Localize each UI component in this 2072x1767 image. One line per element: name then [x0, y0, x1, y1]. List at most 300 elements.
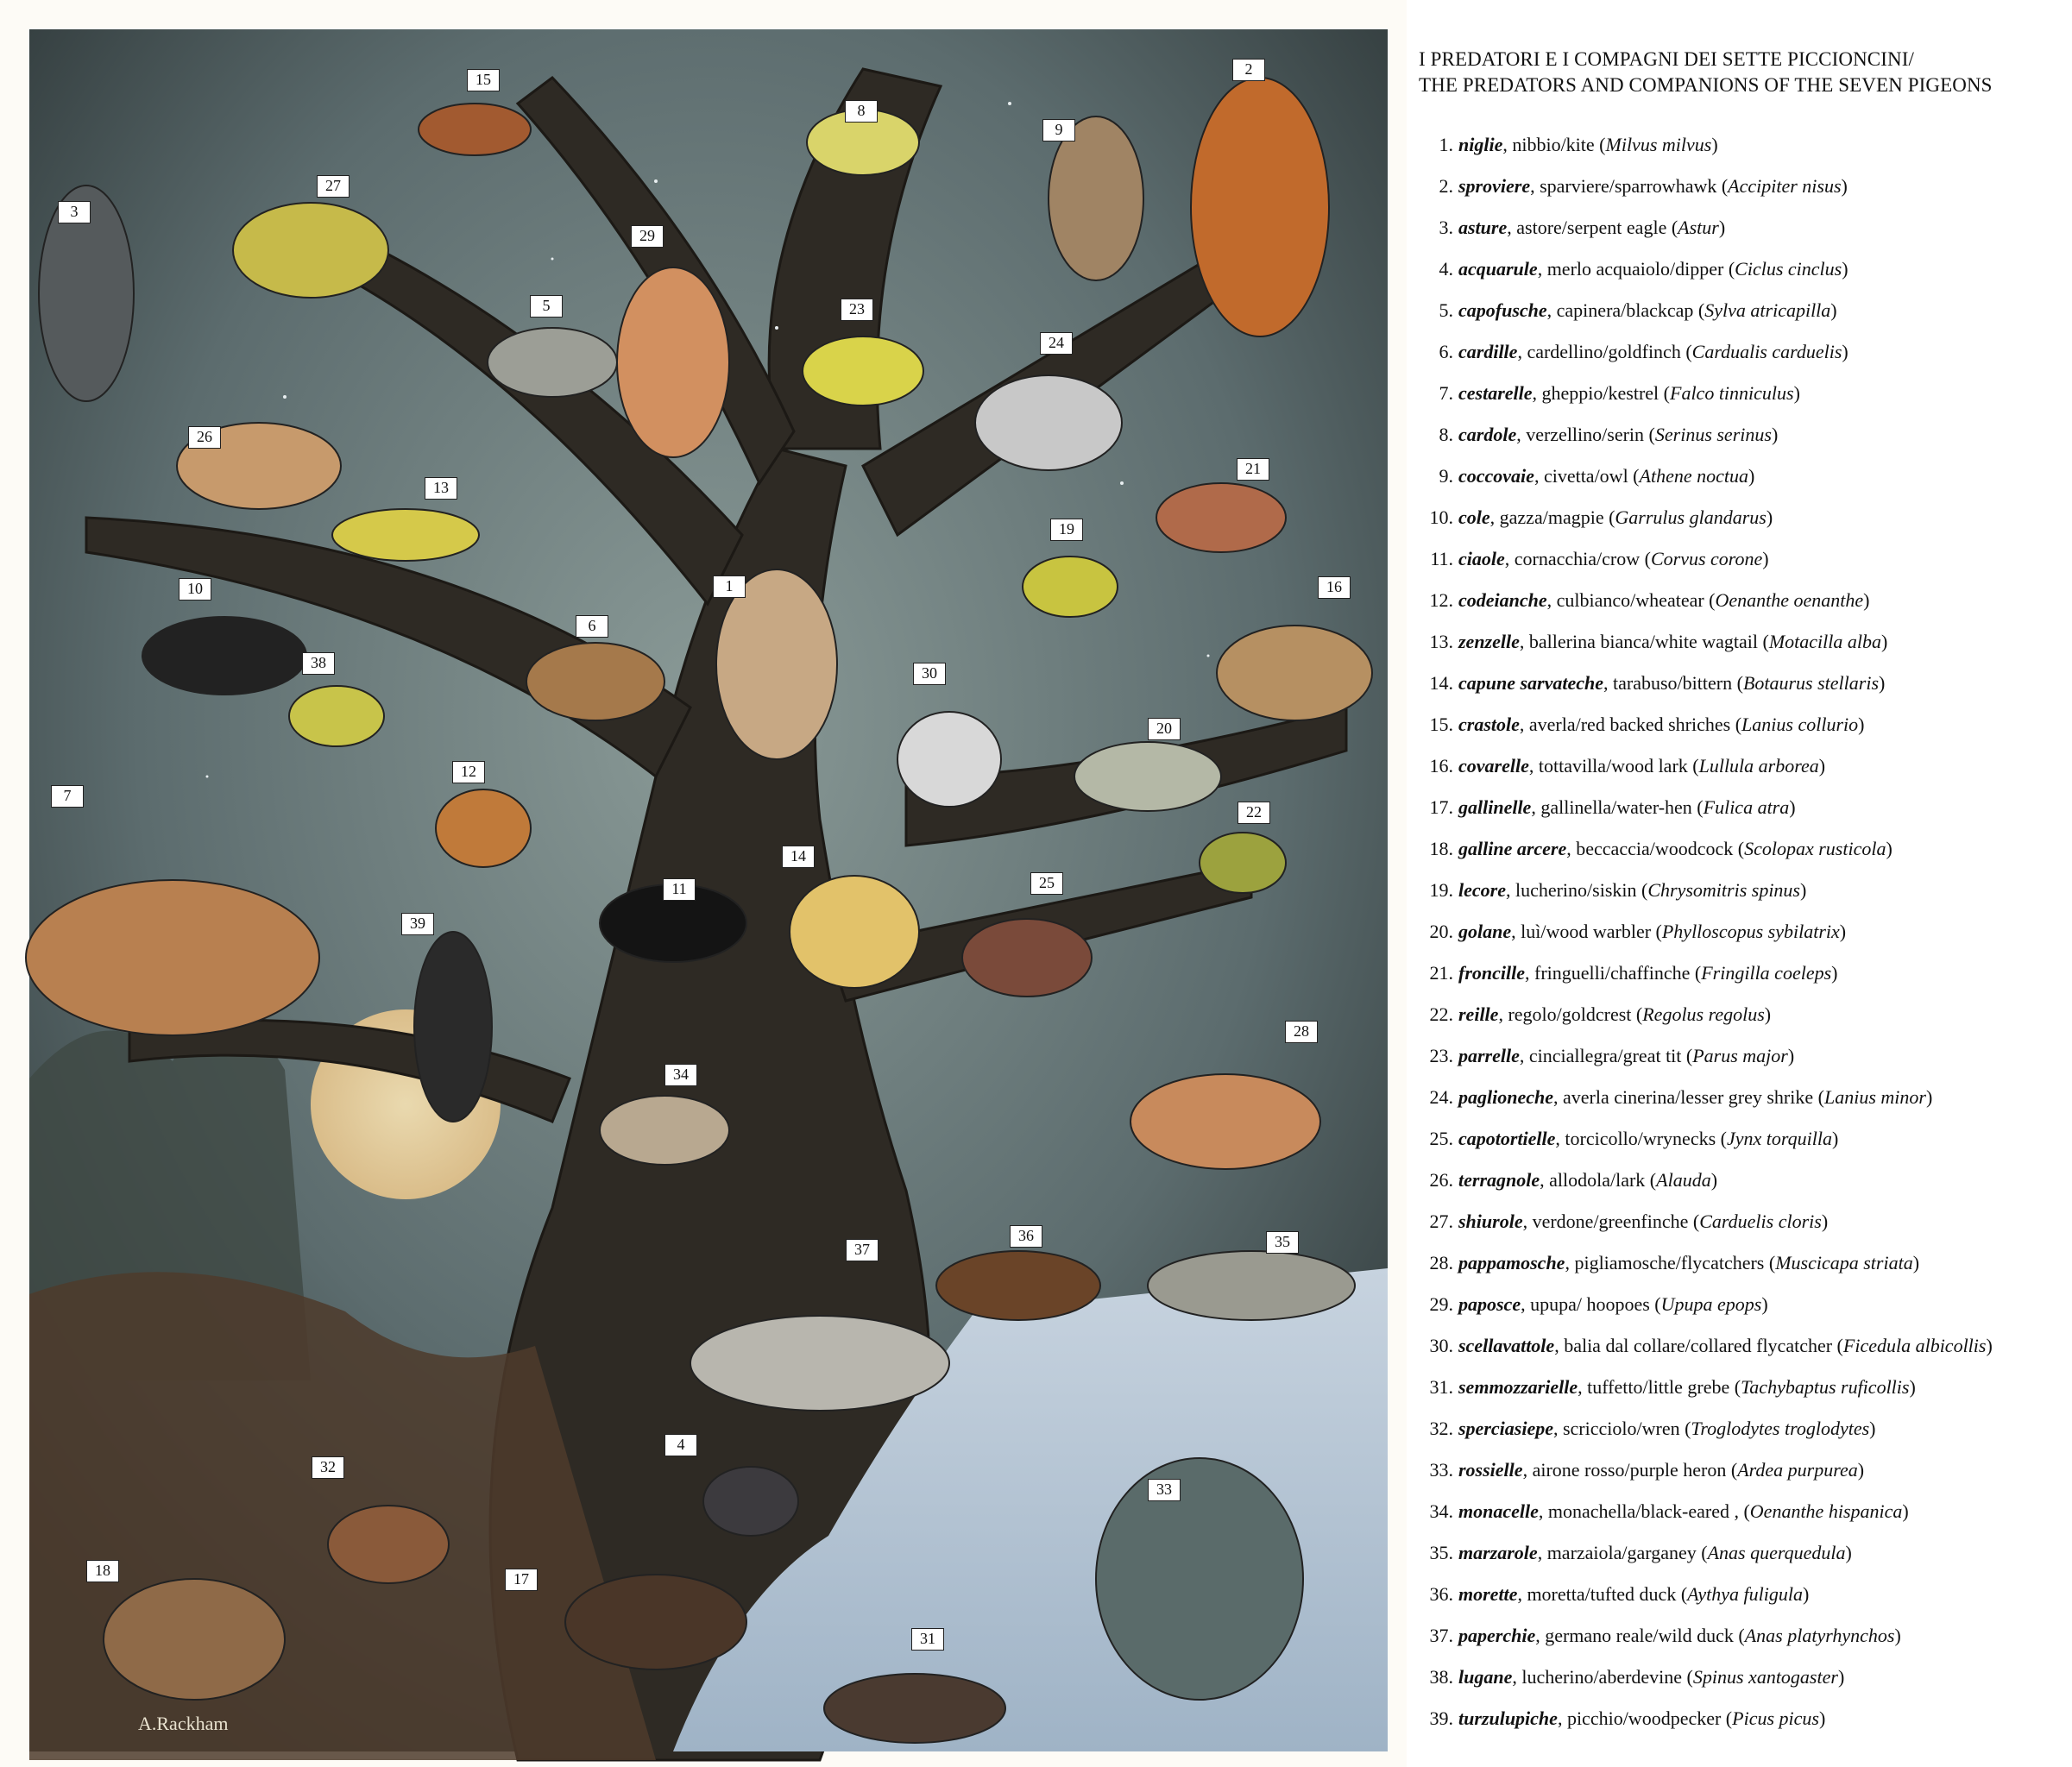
- entry-close: ): [1793, 382, 1800, 404]
- legend-entry: [1419, 911, 2072, 953]
- entry-close: ): [1842, 258, 1848, 280]
- legend-entry: [1419, 870, 2072, 911]
- legend-entry: [1419, 953, 2072, 994]
- legend-entry: [1419, 580, 2072, 621]
- entry-number: 15.: [1429, 714, 1453, 735]
- entry-common-name: , cardellino/goldfinch (: [1517, 341, 1692, 362]
- entry-close: ): [1894, 1625, 1901, 1646]
- wagtail-bird: [332, 509, 479, 561]
- entry-local-name: semmozzarielle: [1458, 1376, 1578, 1398]
- tag-32: 32: [312, 1456, 344, 1479]
- entry-close: ): [1711, 134, 1718, 155]
- purple-heron-bird: [1096, 1458, 1303, 1700]
- goldfinch-bird: [526, 643, 664, 720]
- entry-common-name: , pigliamosche/flycatchers (: [1565, 1252, 1776, 1273]
- entry-common-name: , averla/red backed shriches (: [1519, 714, 1742, 735]
- entry-local-name: parrelle: [1458, 1045, 1520, 1066]
- entry-common-name: , civetta/owl (: [1534, 465, 1640, 487]
- legend-entry: [1419, 538, 2072, 580]
- entry-scientific-name: Fulica atra: [1703, 796, 1790, 818]
- entry-local-name: pappamosche: [1458, 1252, 1565, 1273]
- entry-number: 28.: [1429, 1252, 1453, 1273]
- entry-scientific-name: Fringilla coeleps: [1701, 962, 1832, 984]
- legend-entry: [1419, 1201, 2072, 1242]
- legend-entry: [1419, 1532, 2072, 1574]
- legend-entry: [1419, 1284, 2072, 1325]
- entry-common-name: , tuffetto/little grebe (: [1578, 1376, 1741, 1398]
- tag-18: 18: [86, 1560, 119, 1582]
- entry-close: ): [1857, 1459, 1865, 1481]
- legend-entry: [1419, 1077, 2072, 1118]
- legend-entry: [1419, 1325, 2072, 1367]
- entry-close: ): [1839, 921, 1847, 942]
- tag-12: 12: [452, 761, 485, 783]
- entry-close: ): [1869, 1418, 1876, 1439]
- entry-common-name: , upupa/ hoopoes (: [1521, 1293, 1661, 1315]
- legend-entry: [1419, 1118, 2072, 1160]
- entry-local-name: capofusche: [1458, 299, 1547, 321]
- kite-bird: [716, 569, 837, 759]
- wild-duck-bird: [690, 1316, 949, 1411]
- entry-local-name: cole: [1458, 506, 1490, 528]
- legend-entry: [1419, 1367, 2072, 1408]
- entry-common-name: , beccaccia/woodcock (: [1566, 838, 1745, 859]
- kestrel-bird: [26, 880, 319, 1035]
- tag-14: 14: [782, 846, 815, 868]
- entry-scientific-name: Alauda: [1656, 1169, 1711, 1191]
- tag-2: 2: [1232, 59, 1265, 81]
- dipper-bird: [703, 1467, 798, 1536]
- chaffinch-bird: [1156, 483, 1286, 552]
- tag-36: 36: [1010, 1225, 1042, 1248]
- entry-local-name: cestarelle: [1458, 382, 1533, 404]
- entry-common-name: , gallinella/water-hen (: [1531, 796, 1704, 818]
- entry-common-name: , gheppio/kestrel (: [1532, 382, 1670, 404]
- entry-close: ): [1880, 631, 1888, 652]
- entry-scientific-name: Serinus serinus: [1654, 424, 1772, 445]
- entry-common-name: , moretta/tufted duck (: [1517, 1583, 1688, 1605]
- entry-common-name: , fringuelli/chaffinche (: [1525, 962, 1702, 984]
- entry-local-name: reille: [1458, 1003, 1499, 1025]
- entry-number: 16.: [1429, 755, 1453, 777]
- entry-scientific-name: Motacilla alba: [1768, 631, 1881, 652]
- entry-number: 7.: [1439, 382, 1453, 404]
- entry-scientific-name: Lanius collurio: [1741, 714, 1859, 735]
- entry-local-name: sproviere: [1458, 175, 1531, 197]
- entry-scientific-name: Phylloscopus sybilatrix: [1661, 921, 1840, 942]
- entry-common-name: , germano reale/wild duck (: [1535, 1625, 1745, 1646]
- entry-common-name: , astore/serpent eagle (: [1507, 217, 1678, 238]
- entry-close: ): [1718, 217, 1726, 238]
- legend-entry: [1419, 290, 2072, 331]
- entry-common-name: , picchio/woodpecker (: [1557, 1707, 1733, 1729]
- tag-13: 13: [425, 477, 457, 500]
- entry-local-name: golane: [1458, 921, 1512, 942]
- entry-common-name: , scricciolo/wren (: [1552, 1418, 1691, 1439]
- tag-31: 31: [911, 1628, 944, 1651]
- entry-close: ): [1837, 1666, 1845, 1688]
- entry-local-name: lecore: [1458, 879, 1506, 901]
- woodpecker-bird: [414, 932, 492, 1122]
- entry-number: 24.: [1429, 1086, 1453, 1108]
- entry-common-name: , verdone/greenfinche (: [1522, 1210, 1700, 1232]
- entry-number: 20.: [1429, 921, 1453, 942]
- wryneck-bird: [962, 919, 1092, 997]
- little-grebe-bird: [824, 1674, 1005, 1743]
- entry-common-name: , lucherino/siskin (: [1505, 879, 1648, 901]
- entry-close: ): [1879, 672, 1886, 694]
- legend-entry: [1419, 787, 2072, 828]
- entry-close: ): [1766, 506, 1773, 528]
- entry-scientific-name: Scolopax rusticola: [1744, 838, 1886, 859]
- entry-local-name: shiurole: [1458, 1210, 1523, 1232]
- legend-entry: [1419, 1160, 2072, 1201]
- entry-local-name: terragnole: [1458, 1169, 1540, 1191]
- tag-1: 1: [713, 575, 746, 598]
- legend-entry: [1419, 1242, 2072, 1284]
- entry-common-name: , cornacchia/crow (: [1504, 548, 1651, 569]
- entry-number: 1.: [1439, 134, 1453, 155]
- entry-number: 26.: [1429, 1169, 1453, 1191]
- entry-close: ): [1925, 1086, 1933, 1108]
- tag-5: 5: [530, 295, 563, 318]
- entry-local-name: paposce: [1458, 1293, 1521, 1315]
- tag-9: 9: [1042, 119, 1075, 141]
- tag-8: 8: [845, 100, 878, 123]
- entry-local-name: paperchie: [1458, 1625, 1536, 1646]
- entry-close: ): [1789, 796, 1796, 818]
- entry-scientific-name: Cardualis carduelis: [1691, 341, 1842, 362]
- entry-number: 12.: [1429, 589, 1453, 611]
- entry-local-name: lugane: [1458, 1666, 1513, 1688]
- legend-entry: [1419, 828, 2072, 870]
- garganey-bird: [1148, 1251, 1355, 1320]
- woodcock-bird: [104, 1579, 285, 1700]
- entry-local-name: asture: [1458, 217, 1508, 238]
- entry-scientific-name: Spinus xantogaster: [1692, 1666, 1838, 1688]
- entry-common-name: , averla cinerina/lesser grey shrike (: [1553, 1086, 1824, 1108]
- entry-common-name: , merlo acquaiolo/dipper (: [1537, 258, 1735, 280]
- entry-common-name: , tottavilla/wood lark (: [1528, 755, 1699, 777]
- entry-scientific-name: Ardea purpurea: [1737, 1459, 1858, 1481]
- entry-number: 10.: [1429, 506, 1453, 528]
- magpie-bird: [142, 617, 306, 695]
- tag-37: 37: [846, 1239, 879, 1261]
- legend-entry: [1419, 1449, 2072, 1491]
- entry-scientific-name: Picus picus: [1732, 1707, 1819, 1729]
- tag-26: 26: [188, 426, 221, 449]
- tufted-duck-bird: [936, 1251, 1100, 1320]
- entry-number: 32.: [1429, 1418, 1453, 1439]
- entry-number: 17.: [1429, 796, 1453, 818]
- entry-number: 38.: [1429, 1666, 1453, 1688]
- waterhen-bird: [565, 1575, 746, 1670]
- entry-number: 2.: [1439, 175, 1453, 197]
- tag-22: 22: [1238, 802, 1270, 824]
- entry-number: 37.: [1429, 1625, 1453, 1646]
- tag-16: 16: [1318, 576, 1351, 599]
- legend-list: [1419, 124, 2072, 1739]
- entry-local-name: sperciasiepe: [1458, 1418, 1553, 1439]
- entry-scientific-name: Botaurus stellaris: [1742, 672, 1880, 694]
- entry-scientific-name: Astur: [1678, 217, 1719, 238]
- legend-entry: [1419, 1491, 2072, 1532]
- wren-bird: [328, 1506, 449, 1583]
- entry-close: ): [1886, 838, 1893, 859]
- artist-signature: A.Rackham: [138, 1713, 229, 1734]
- entry-scientific-name: Jynx torquilla: [1726, 1128, 1832, 1149]
- entry-number: 21.: [1429, 962, 1453, 984]
- tag-23: 23: [841, 299, 873, 321]
- entry-common-name: , balia dal collare/collared flycatcher (: [1554, 1335, 1843, 1356]
- tag-25: 25: [1030, 872, 1063, 895]
- entry-scientific-name: Chrysomitris spinus: [1647, 879, 1800, 901]
- entry-local-name: cardille: [1458, 341, 1518, 362]
- entry-local-name: morette: [1458, 1583, 1518, 1605]
- entry-scientific-name: Corvus corone: [1650, 548, 1763, 569]
- entry-local-name: paglioneche: [1458, 1086, 1553, 1108]
- tag-6: 6: [576, 615, 608, 638]
- entry-common-name: , tarabuso/bittern (: [1603, 672, 1743, 694]
- entry-local-name: niglie: [1458, 134, 1503, 155]
- entry-close: ): [1821, 1210, 1829, 1232]
- entry-close: ): [1841, 175, 1848, 197]
- entry-scientific-name: Oenanthe hispanica: [1749, 1500, 1903, 1522]
- entry-common-name: , marzaiola/garganey (: [1537, 1542, 1708, 1563]
- entry-local-name: covarelle: [1458, 755, 1529, 777]
- entry-local-name: crastole: [1458, 714, 1520, 735]
- entry-close: ): [1787, 1045, 1795, 1066]
- entry-common-name: , monachella/black-eared , (: [1538, 1500, 1750, 1522]
- entry-close: ): [1830, 299, 1837, 321]
- entry-common-name: , sparviere/sparrowhawk (: [1530, 175, 1729, 197]
- entry-scientific-name: Garrulus glandarus: [1615, 506, 1767, 528]
- legend-entry: [1419, 166, 2072, 207]
- legend-entry: [1419, 745, 2072, 787]
- entry-close: ): [1842, 341, 1848, 362]
- entry-number: 5.: [1439, 299, 1453, 321]
- entry-scientific-name: Milvus milvus: [1605, 134, 1712, 155]
- entry-common-name: , allodola/lark (: [1540, 1169, 1657, 1191]
- entry-close: ): [1858, 714, 1865, 735]
- entry-close: ): [1863, 589, 1870, 611]
- entry-scientific-name: Ficedula albicollis: [1842, 1335, 1987, 1356]
- entry-local-name: galline arcere: [1458, 838, 1567, 859]
- tag-34: 34: [664, 1064, 697, 1086]
- legend-entry: [1419, 1657, 2072, 1698]
- entry-scientific-name: Carduelis cloris: [1699, 1210, 1822, 1232]
- tag-17: 17: [505, 1569, 538, 1591]
- entry-local-name: froncille: [1458, 962, 1525, 984]
- entry-close: ): [1802, 1583, 1810, 1605]
- entry-scientific-name: Oenanthe oenanthe: [1715, 589, 1864, 611]
- entry-common-name: , nibbio/kite (: [1502, 134, 1606, 155]
- legend-title-english: THE PREDATORS AND COMPANIONS OF THE SEVEN PIGEONS: [1419, 74, 1993, 96]
- tag-29: 29: [631, 225, 664, 248]
- entry-local-name: capotortielle: [1458, 1128, 1556, 1149]
- hoopoe-bird: [617, 267, 729, 457]
- lesser-grey-shrike-bird: [975, 375, 1122, 470]
- woodlark-bird: [1217, 626, 1372, 720]
- blackcap-bird: [488, 328, 617, 397]
- legend-entry: [1419, 1698, 2072, 1739]
- legend-entry: [1419, 1615, 2072, 1657]
- goldcrest-bird: [1200, 833, 1286, 893]
- entry-scientific-name: Sylva atricapilla: [1704, 299, 1831, 321]
- tag-38: 38: [302, 652, 335, 675]
- entry-scientific-name: Muscicapa striata: [1775, 1252, 1913, 1273]
- entry-number: 27.: [1429, 1210, 1453, 1232]
- entry-scientific-name: Accipiter nisus: [1728, 175, 1842, 197]
- tag-27: 27: [317, 175, 350, 198]
- entry-local-name: rossielle: [1458, 1459, 1523, 1481]
- collared-flycatcher-bird: [897, 712, 1001, 807]
- entry-close: ): [1902, 1500, 1909, 1522]
- entry-close: ): [1986, 1335, 1993, 1356]
- entry-local-name: ciaole: [1458, 548, 1505, 569]
- entry-number: 34.: [1429, 1500, 1453, 1522]
- legend-entry: [1419, 1035, 2072, 1077]
- great-tit-bird: [803, 336, 923, 406]
- legend-panel: [1407, 0, 2072, 1767]
- entry-close: ): [1761, 1293, 1768, 1315]
- shrike-red-backed-bird: [419, 104, 531, 155]
- entry-local-name: gallinelle: [1458, 796, 1532, 818]
- entry-common-name: , gazza/magpie (: [1489, 506, 1615, 528]
- legend-entry: [1419, 621, 2072, 663]
- entry-number: 29.: [1429, 1293, 1453, 1315]
- legend-entry: [1419, 373, 2072, 414]
- entry-local-name: scellavattole: [1458, 1335, 1555, 1356]
- entry-number: 13.: [1429, 631, 1453, 652]
- sparrowhawk-bird: [1191, 78, 1329, 336]
- greenfinch-bird: [233, 203, 388, 298]
- entry-common-name: , luì/wood warbler (: [1511, 921, 1662, 942]
- entry-close: ): [1912, 1252, 1920, 1273]
- tag-10: 10: [179, 578, 211, 601]
- tag-11: 11: [663, 878, 696, 901]
- entry-scientific-name: Parus major: [1692, 1045, 1788, 1066]
- entry-number: 6.: [1439, 341, 1453, 362]
- entry-scientific-name: Upupa epops: [1660, 1293, 1762, 1315]
- entry-scientific-name: Lanius minor: [1823, 1086, 1926, 1108]
- entry-number: 11.: [1430, 548, 1453, 569]
- tag-19: 19: [1050, 519, 1083, 541]
- wood-warbler-bird: [1074, 742, 1221, 811]
- tag-4: 4: [664, 1434, 697, 1456]
- tag-3: 3: [58, 201, 91, 223]
- tag-35: 35: [1266, 1231, 1299, 1254]
- entry-close: ): [1831, 962, 1838, 984]
- legend-entry: [1419, 331, 2072, 373]
- tag-7: 7: [51, 785, 84, 808]
- entry-number: 36.: [1429, 1583, 1453, 1605]
- entry-common-name: , airone rosso/purple heron (: [1522, 1459, 1738, 1481]
- entry-common-name: , cinciallegra/great tit (: [1519, 1045, 1693, 1066]
- legend-entry: [1419, 994, 2072, 1035]
- tag-33: 33: [1148, 1479, 1181, 1501]
- entry-scientific-name: Anas querquedula: [1707, 1542, 1846, 1563]
- flycatcher-bird: [1130, 1074, 1320, 1169]
- tag-28: 28: [1285, 1021, 1318, 1043]
- entry-scientific-name: Lullula arborea: [1698, 755, 1819, 777]
- entry-local-name: marzarole: [1458, 1542, 1538, 1563]
- entry-number: 4.: [1439, 258, 1453, 280]
- entry-close: ): [1764, 1003, 1772, 1025]
- entry-local-name: turzulupiche: [1458, 1707, 1558, 1729]
- entry-local-name: monacelle: [1458, 1500, 1539, 1522]
- entry-number: 35.: [1429, 1542, 1453, 1563]
- entry-close: ): [1748, 465, 1755, 487]
- entry-number: 33.: [1429, 1459, 1453, 1481]
- entry-scientific-name: Regolus regolus: [1642, 1003, 1765, 1025]
- legend-entry: [1419, 124, 2072, 166]
- entry-local-name: zenzelle: [1458, 631, 1520, 652]
- entry-number: 39.: [1429, 1707, 1453, 1729]
- legend-entry: [1419, 207, 2072, 248]
- entry-common-name: , capinera/blackcap (: [1546, 299, 1705, 321]
- tag-39: 39: [401, 913, 434, 935]
- entry-close: ): [1762, 548, 1769, 569]
- entry-common-name: , regolo/goldcrest (: [1498, 1003, 1643, 1025]
- entry-close: ): [1818, 1707, 1826, 1729]
- entry-number: 30.: [1429, 1335, 1453, 1356]
- entry-local-name: coccovaie: [1458, 465, 1534, 487]
- entry-local-name: capune sarvateche: [1458, 672, 1604, 694]
- wheatear-bird: [436, 789, 531, 867]
- legend-entry: [1419, 1408, 2072, 1449]
- entry-common-name: , verzellino/serin (: [1516, 424, 1655, 445]
- entry-common-name: , culbianco/wheatear (: [1546, 589, 1716, 611]
- entry-scientific-name: Aythya fuligula: [1687, 1583, 1803, 1605]
- entry-close: ): [1818, 755, 1826, 777]
- entry-number: 19.: [1429, 879, 1453, 901]
- legend-entry: [1419, 1574, 2072, 1615]
- tag-21: 21: [1237, 458, 1269, 481]
- siskin-bird: [1023, 557, 1118, 617]
- entry-common-name: , torcicollo/wrynecks (: [1555, 1128, 1727, 1149]
- entry-number: 23.: [1429, 1045, 1453, 1066]
- entry-scientific-name: Troglodytes troglodytes: [1691, 1418, 1870, 1439]
- aberdevine-bird: [289, 686, 384, 746]
- entry-scientific-name: Ciclus cinclus: [1735, 258, 1842, 280]
- entry-number: 14.: [1429, 672, 1453, 694]
- entry-scientific-name: Falco tinniculus: [1670, 382, 1794, 404]
- entry-close: ): [1800, 879, 1807, 901]
- legend-entry: [1419, 414, 2072, 456]
- tag-30: 30: [913, 663, 946, 685]
- entry-common-name: , lucherino/aberdevine (: [1512, 1666, 1693, 1688]
- entry-local-name: acquarule: [1458, 258, 1538, 280]
- legend-entry: [1419, 663, 2072, 704]
- legend-entry: [1419, 497, 2072, 538]
- entry-number: 3.: [1439, 217, 1453, 238]
- entry-close: ): [1710, 1169, 1718, 1191]
- tag-20: 20: [1148, 718, 1181, 740]
- entry-number: 8.: [1439, 424, 1453, 445]
- entry-number: 25.: [1429, 1128, 1453, 1149]
- entry-close: ): [1831, 1128, 1839, 1149]
- entry-common-name: , ballerina bianca/white wagtail (: [1519, 631, 1769, 652]
- entry-number: 18.: [1429, 838, 1453, 859]
- entry-scientific-name: Tachybaptus ruficollis: [1741, 1376, 1910, 1398]
- tag-24: 24: [1040, 332, 1073, 355]
- black-eared-wheatear-bird: [600, 1096, 729, 1165]
- bittern-bird: [790, 876, 919, 988]
- tag-15: 15: [467, 69, 500, 91]
- entry-close: ): [1909, 1376, 1916, 1398]
- entry-number: 22.: [1429, 1003, 1453, 1025]
